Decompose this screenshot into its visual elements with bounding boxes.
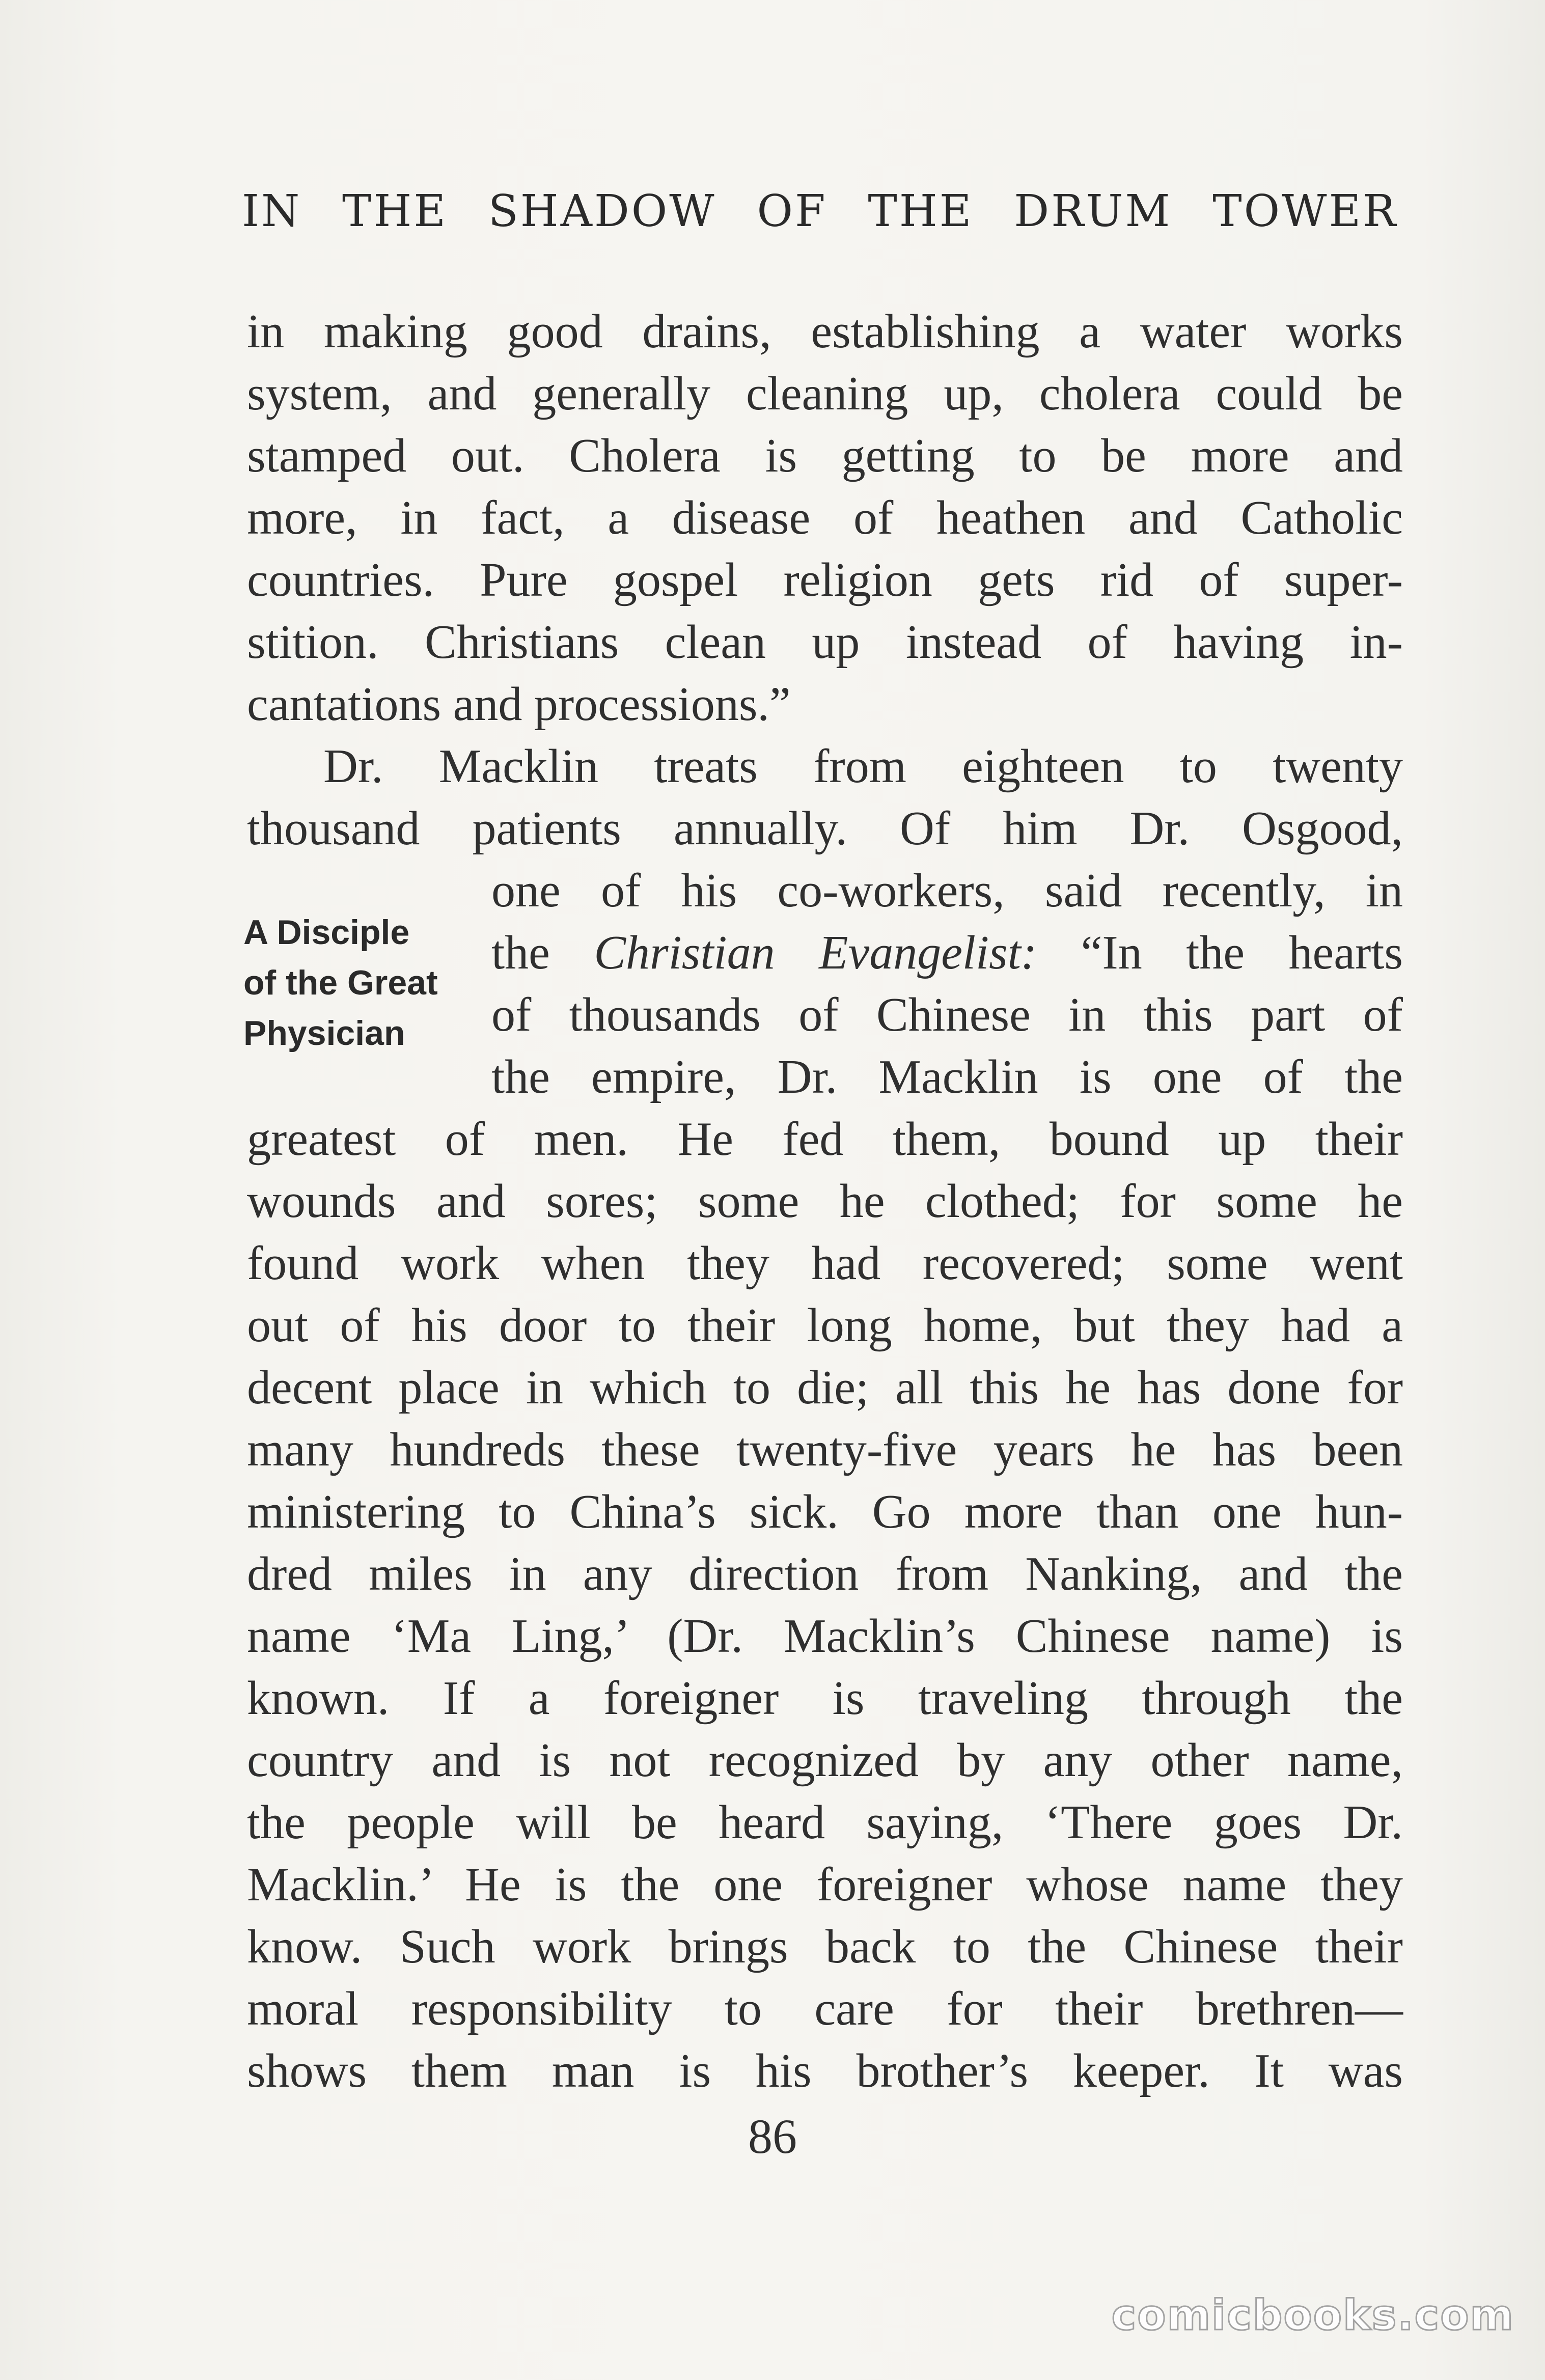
text-span: the	[491, 926, 594, 979]
text-line: greatest of men. He fed them, bound up their	[247, 1113, 1403, 1166]
margin-sidenote	[243, 907, 478, 1059]
text-line: out of his door to their long home, but they had a	[247, 1299, 1403, 1352]
site-watermark: comicbooks.com	[1111, 2291, 1514, 2340]
page-number: 86	[748, 2109, 797, 2164]
text-line: many hundreds these twenty-five years he has been	[247, 1423, 1403, 1476]
text-line: wounds and sores; some he clothed; for some he	[247, 1175, 1403, 1228]
text-line: stamped out. Cholera is getting to be more and	[247, 429, 1403, 482]
text-line: moral responsibility to care for their brethren—	[247, 1982, 1403, 2035]
text-line: the empire, Dr. Macklin is one of the	[491, 1050, 1403, 1103]
sidenote-line: of the Great	[243, 963, 438, 1002]
text-line: countries. Pure gospel religion gets rid of super-	[247, 554, 1403, 606]
text-line: decent place in which to die; all this he has done for	[247, 1361, 1403, 1414]
sidenote-line: A Disciple	[243, 913, 410, 952]
text-line: system, and generally cleaning up, cholera could be	[247, 367, 1403, 420]
text-line: country and is not recognized by any other name,	[247, 1734, 1403, 1787]
text-line: one of his co-workers, said recently, in	[491, 864, 1403, 917]
text-line: thousand patients annually. Of him Dr. Osgood,	[247, 802, 1403, 855]
text-line: Macklin.’ He is the one foreigner whose name they	[247, 1858, 1403, 1911]
text-line: ministering to China’s sick. Go more than one hun-	[247, 1485, 1403, 1538]
text-line: found work when they had recovered; some went	[247, 1237, 1403, 1290]
text-line: shows them man is his brother’s keeper. It was	[247, 2044, 1403, 2097]
text-line: stition. Christians clean up instead of having in-	[247, 616, 1403, 669]
text-line	[491, 922, 1403, 984]
sidenote-line: Physician	[243, 1014, 405, 1053]
text-line: Dr. Macklin treats from eighteen to twenty	[323, 740, 1403, 793]
body-text	[247, 300, 1403, 2102]
text-line: known. If a foreigner is traveling through the	[247, 1672, 1403, 1725]
text-line: in making good drains, establishing a water works	[247, 305, 1403, 358]
text-line: of thousands of Chinese in this part of	[491, 988, 1403, 1041]
text-line: more, in fact, a disease of heathen and Catholic	[247, 491, 1403, 544]
text-line: cantations and processions.”	[247, 678, 791, 731]
text-span: “In the hearts	[1037, 926, 1403, 979]
running-head: IN THE SHADOW OF THE DRUM TOWER	[242, 186, 1398, 237]
text-line: the people will be heard saying, ‘There goes Dr.	[247, 1796, 1403, 1849]
text-line: know. Such work brings back to the Chinese their	[247, 1920, 1403, 1973]
publication-title: Christian Evangelist:	[594, 926, 1037, 979]
text-line: dred miles in any direction from Nanking, and the	[247, 1547, 1403, 1600]
text-line: name ‘Ma Ling,’ (Dr. Macklin’s Chinese name) is	[247, 1610, 1403, 1663]
